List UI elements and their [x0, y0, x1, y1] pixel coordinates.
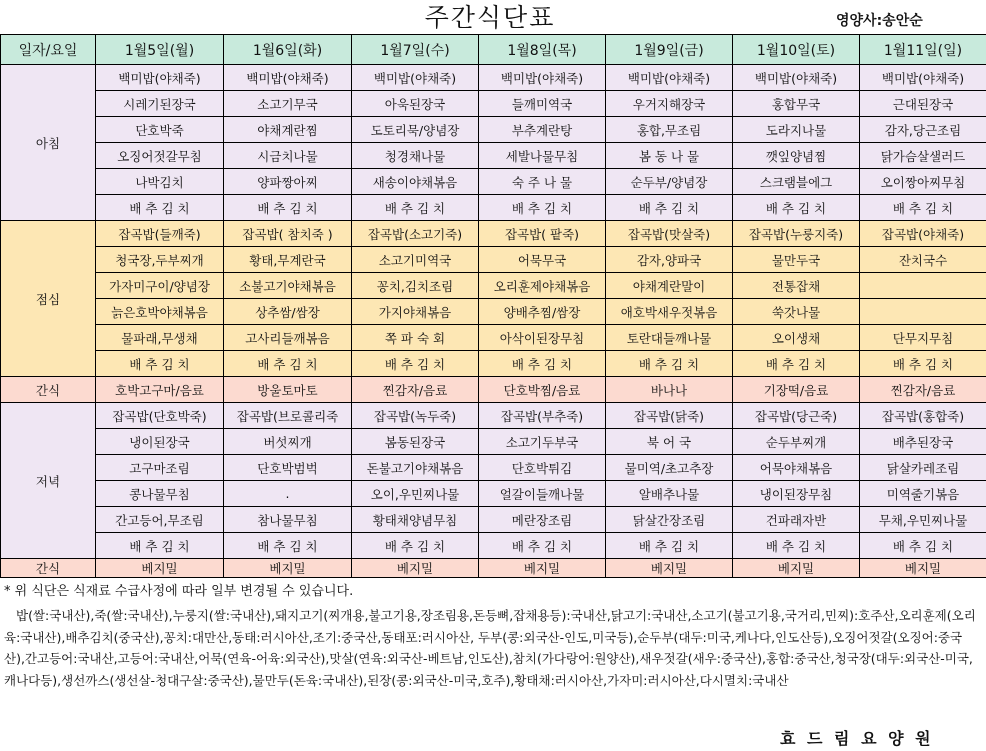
snack-cell: 베지밀 — [606, 559, 733, 578]
menu-cell: 미역줄기볶음 — [860, 481, 986, 507]
lunch-row — [1, 299, 986, 325]
menu-cell: 봄동된장국 — [352, 429, 479, 455]
menu-cell: 고사리들깨볶음 — [224, 325, 352, 351]
menu-cell: 건파래자반 — [733, 507, 860, 533]
menu-cell: 잡곡밥( 팥죽) — [479, 221, 606, 247]
menu-cell: 배 추 김 치 — [479, 195, 606, 221]
menu-cell: 잡곡밥(당근죽) — [733, 403, 860, 429]
menu-cell: 부추계란탕 — [479, 117, 606, 143]
menu-cell: 새송이야채볶음 — [352, 169, 479, 195]
menu-cell: 잡곡밥(홍합죽) — [860, 403, 986, 429]
menu-cell: 버섯찌개 — [224, 429, 352, 455]
menu-cell: 백미밥(야채죽) — [96, 65, 224, 91]
menu-cell: 시금치나물 — [224, 143, 352, 169]
snack-cell: 베지밀 — [96, 559, 224, 578]
menu-cell: 배 추 김 치 — [352, 195, 479, 221]
menu-cell: 잡곡밥(야채죽) — [860, 221, 986, 247]
menu-cell: 늙은호박야채볶음 — [96, 299, 224, 325]
menu-cell: 배 추 김 치 — [96, 351, 224, 377]
snack-cell: 바나나 — [606, 377, 733, 403]
menu-cell: 꽁치,김치조림 — [352, 273, 479, 299]
menu-cell: 배 추 김 치 — [352, 533, 479, 559]
menu-cell: 세발나물무침 — [479, 143, 606, 169]
menu-cell: 감자,양파국 — [606, 247, 733, 273]
menu-cell: 전통잡채 — [733, 273, 860, 299]
menu-cell: 닭살카레조림 — [860, 455, 986, 481]
breakfast-row — [1, 91, 986, 117]
lunch-label: 점심 — [1, 221, 96, 377]
menu-cell: 무채,우민찌나물 — [860, 507, 986, 533]
snack-cell: 기장떡/음료 — [733, 377, 860, 403]
menu-cell: 배 추 김 치 — [479, 533, 606, 559]
menu-cell: 숙 주 나 물 — [479, 169, 606, 195]
nutritionist-label: 영양사:송안순 — [836, 13, 923, 29]
menu-cell: 배 추 김 치 — [606, 195, 733, 221]
menu-cell: 가자미구이/양념장 — [96, 273, 224, 299]
menu-cell: 오이생채 — [733, 325, 860, 351]
menu-cell: 어묵무국 — [479, 247, 606, 273]
menu-cell: 백미밥(야채죽) — [733, 65, 860, 91]
menu-cell — [860, 299, 986, 325]
lunch-row — [1, 221, 986, 247]
menu-cell: 오이짱아찌무침 — [860, 169, 986, 195]
dinner-row — [1, 507, 986, 533]
menu-cell: 물파래,무생채 — [96, 325, 224, 351]
lunch-row — [1, 325, 986, 351]
menu-cell: 잡곡밥( 참치죽 ) — [224, 221, 352, 247]
dinner-section — [1, 403, 986, 559]
lunch-section — [1, 221, 986, 377]
menu-cell: 알배추나물 — [606, 481, 733, 507]
menu-cell: 고구마조림 — [96, 455, 224, 481]
facility-name: 효 드 림 요 양 원 — [780, 729, 934, 748]
header-cell-day: 1월8일(목) — [479, 35, 606, 65]
menu-cell: 참나물무침 — [224, 507, 352, 533]
menu-cell: 아욱된장국 — [352, 91, 479, 117]
menu-cell: 얼갈이들깨나물 — [479, 481, 606, 507]
breakfast-label: 아침 — [1, 65, 96, 221]
menu-cell: 청경채나물 — [352, 143, 479, 169]
menu-cell: 배 추 김 치 — [860, 351, 986, 377]
snack-label: 간식 — [1, 559, 96, 578]
header-cell-day: 1월9일(금) — [606, 35, 733, 65]
menu-cell: 배 추 김 치 — [606, 351, 733, 377]
snack-cell: 베지밀 — [733, 559, 860, 578]
header-cell-day: 1월5일(월) — [96, 35, 224, 65]
menu-cell: 잡곡밥(부추죽) — [479, 403, 606, 429]
menu-cell: 단무지무침 — [860, 325, 986, 351]
menu-cell: 돈불고기야채볶음 — [352, 455, 479, 481]
menu-cell: 배 추 김 치 — [733, 533, 860, 559]
menu-cell: 잡곡밥(브로콜리죽 — [224, 403, 352, 429]
lunch-row — [1, 247, 986, 273]
menu-cell: 배 추 김 치 — [606, 533, 733, 559]
menu-cell: 배 추 김 치 — [96, 195, 224, 221]
breakfast-row — [1, 117, 986, 143]
menu-cell: 배 추 김 치 — [224, 195, 352, 221]
menu-cell: 쪽 파 숙 회 — [352, 325, 479, 351]
menu-cell: 홍합,무조림 — [606, 117, 733, 143]
menu-cell: 닭가슴살샐러드 — [860, 143, 986, 169]
menu-cell: 백미밥(야채죽) — [352, 65, 479, 91]
snack-cell: 호박고구마/음료 — [96, 377, 224, 403]
menu-cell: 냉이된장무침 — [733, 481, 860, 507]
menu-cell: 양파짱아찌 — [224, 169, 352, 195]
menu-cell: 황태,무계란국 — [224, 247, 352, 273]
page-title: 주간식단표 — [424, 3, 556, 32]
snack-row — [1, 559, 986, 578]
menu-cell: 애호박새우젓볶음 — [606, 299, 733, 325]
menu-cell: 배 추 김 치 — [224, 533, 352, 559]
menu-cell: 배 추 김 치 — [224, 351, 352, 377]
breakfast-row — [1, 65, 986, 91]
evening-snack-section — [1, 559, 986, 578]
snack-cell: 단호박찜/음료 — [479, 377, 606, 403]
menu-cell: 깻잎양념찜 — [733, 143, 860, 169]
breakfast-section — [1, 65, 986, 221]
menu-cell: 스크램블에그 — [733, 169, 860, 195]
dinner-row — [1, 403, 986, 429]
menu-cell: 들깨미역국 — [479, 91, 606, 117]
snack-section — [1, 377, 986, 403]
menu-cell: 물미역/초고추장 — [606, 455, 733, 481]
menu-cell: 순두부찌개 — [733, 429, 860, 455]
menu-cell: 배 추 김 치 — [733, 195, 860, 221]
breakfast-row — [1, 143, 986, 169]
menu-cell: 잡곡밥(녹두죽) — [352, 403, 479, 429]
origin-info: 밥(쌀:국내산),죽(쌀:국내산),누룽지(쌀:국내산),돼지고기(찌개용,불고기용,장조림용,돈등뼈,잡채용등):국내산,닭고기:국내산,소고기(불고기용,국거리,민찌):호주산,오리훈제(오리육:국내산),배추김치(중국산),꽁치:대만산,동태:러시아산,조기:중국산,동태포:러시아산, 두부(콩:외국산-인도,미국등),순두부(대두:미국,케나다,인도산등),오징어젓갈(오징어:중국산),간고등어:국내산,고등어:국내산,어묵(연육-어육:외국산),맛살(연육:외국산-베트남,인도산),참치(가다랑어:원양산),새우젓갈(새우:중국산),홍합:중국산,청국장(대두:외국산-미국,캐나다등),생선까스(생선살-청대구살:중국산),물만두(돈육:국내산),된장(콩:외국산-미국,호주),황태채:러시아산,가자미:러시아산,다시멸치:국내산 — [4, 608, 976, 688]
menu-cell: 단호박죽 — [96, 117, 224, 143]
menu-cell: 소고기두부국 — [479, 429, 606, 455]
menu-cell: 우거지해장국 — [606, 91, 733, 117]
menu-cell: 백미밥(야채죽) — [224, 65, 352, 91]
menu-cell: 냉이된장국 — [96, 429, 224, 455]
dinner-row — [1, 455, 986, 481]
menu-cell: . — [224, 481, 352, 507]
menu-cell: 북 어 국 — [606, 429, 733, 455]
menu-cell: 소고기무국 — [224, 91, 352, 117]
menu-cell: 어묵야채볶음 — [733, 455, 860, 481]
menu-cell: 야채계란말이 — [606, 273, 733, 299]
weekly-menu-table — [0, 34, 986, 578]
menu-cell: 백미밥(야채죽) — [479, 65, 606, 91]
menu-cell: 배 추 김 치 — [860, 195, 986, 221]
snack-cell: 베지밀 — [352, 559, 479, 578]
dinner-row — [1, 429, 986, 455]
header-cell-day: 1월7일(수) — [352, 35, 479, 65]
dinner-row — [1, 481, 986, 507]
snack-cell: 베지밀 — [860, 559, 986, 578]
menu-cell: 상추쌈/쌈장 — [224, 299, 352, 325]
snack-label: 간식 — [1, 377, 96, 403]
menu-cell: 배추된장국 — [860, 429, 986, 455]
menu-cell: 도라지나물 — [733, 117, 860, 143]
menu-cell: 잡곡밥(소고기죽) — [352, 221, 479, 247]
menu-cell: 소고기미역국 — [352, 247, 479, 273]
menu-cell: 황태채양념무침 — [352, 507, 479, 533]
menu-cell: 잡곡밥(단호박죽) — [96, 403, 224, 429]
menu-cell: 콩나물무침 — [96, 481, 224, 507]
menu-cell: 배 추 김 치 — [860, 533, 986, 559]
header-cell-day: 1월10일(토) — [733, 35, 860, 65]
menu-cell: 시레기된장국 — [96, 91, 224, 117]
dinner-label: 저녁 — [1, 403, 96, 559]
menu-cell: 토란대들깨나물 — [606, 325, 733, 351]
lunch-row — [1, 273, 986, 299]
menu-cell: 오징어젓갈무침 — [96, 143, 224, 169]
menu-cell: 소불고기야채볶음 — [224, 273, 352, 299]
menu-cell: 아삭이된장무침 — [479, 325, 606, 351]
menu-cell: 백미밥(야채죽) — [606, 65, 733, 91]
menu-cell: 봄 동 나 물 — [606, 143, 733, 169]
snack-cell: 찐감자/음료 — [860, 377, 986, 403]
header-cell-day: 1월11일(일) — [860, 35, 986, 65]
menu-cell: 간고등어,무조림 — [96, 507, 224, 533]
menu-cell: 잡곡밥(맛살죽) — [606, 221, 733, 247]
menu-cell: 잔치국수 — [860, 247, 986, 273]
snack-cell: 찐감자/음료 — [352, 377, 479, 403]
menu-cell: 잡곡밥(닭죽) — [606, 403, 733, 429]
snack-cell: 베지밀 — [224, 559, 352, 578]
menu-cell: 야채계란찜 — [224, 117, 352, 143]
menu-cell: 가지야채볶음 — [352, 299, 479, 325]
menu-cell: 잡곡밥(누룽지죽) — [733, 221, 860, 247]
menu-cell: 배 추 김 치 — [96, 533, 224, 559]
snack-cell: 베지밀 — [479, 559, 606, 578]
menu-cell: 감자,당근조림 — [860, 117, 986, 143]
header-cell-day: 1월6일(화) — [224, 35, 352, 65]
menu-cell: 잡곡밥(들깨죽) — [96, 221, 224, 247]
menu-cell: 메란장조림 — [479, 507, 606, 533]
menu-cell: 청국장,두부찌개 — [96, 247, 224, 273]
dinner-row — [1, 533, 986, 559]
header-row — [1, 35, 986, 65]
change-notice: * 위 식단은 식재료 수급사정에 따라 일부 변경될 수 있습니다. — [4, 584, 354, 599]
menu-cell: 단호박튀김 — [479, 455, 606, 481]
header-cell-label: 일자/요일 — [1, 35, 96, 65]
menu-cell: 쑥갓나물 — [733, 299, 860, 325]
snack-row — [1, 377, 986, 403]
menu-cell: 배 추 김 치 — [733, 351, 860, 377]
menu-cell: 배 추 김 치 — [479, 351, 606, 377]
lunch-row — [1, 351, 986, 377]
menu-cell: 홍합무국 — [733, 91, 860, 117]
menu-cell — [860, 273, 986, 299]
menu-cell: 오이,우민찌나물 — [352, 481, 479, 507]
menu-cell: 나박김치 — [96, 169, 224, 195]
snack-cell: 방울토마토 — [224, 377, 352, 403]
menu-cell: 양배추찜/쌈장 — [479, 299, 606, 325]
breakfast-row — [1, 195, 986, 221]
breakfast-row — [1, 169, 986, 195]
menu-cell: 물만두국 — [733, 247, 860, 273]
menu-cell: 단호박범벅 — [224, 455, 352, 481]
menu-cell: 백미밥(야채죽) — [860, 65, 986, 91]
menu-cell: 순두부/양념장 — [606, 169, 733, 195]
menu-cell: 근대된장국 — [860, 91, 986, 117]
menu-cell: 도토리묵/양념장 — [352, 117, 479, 143]
menu-cell: 닭살간장조림 — [606, 507, 733, 533]
menu-cell: 배 추 김 치 — [352, 351, 479, 377]
menu-cell: 오리훈제야채볶음 — [479, 273, 606, 299]
